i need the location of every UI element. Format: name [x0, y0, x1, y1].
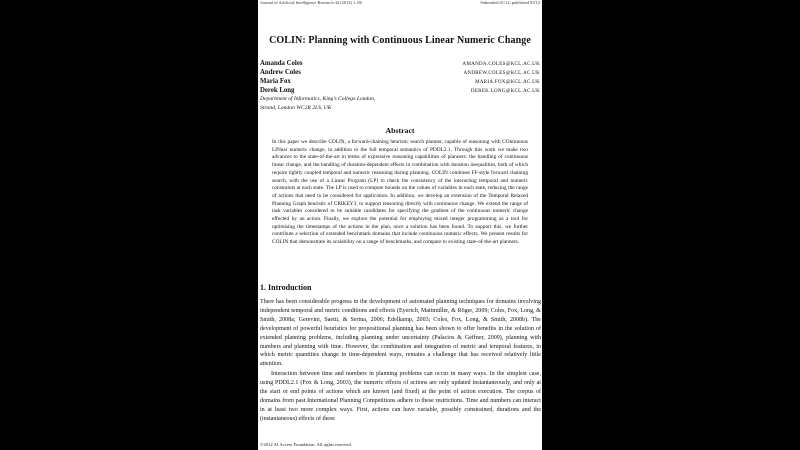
introduction-body	[260, 298, 541, 424]
author-name: Amanda Coles	[260, 60, 303, 67]
paragraph: There has been considerable progress in the development of automated planning techniques for domains involving independent temporal and metric conditions and effects (Eyerich, Mattmüller, & Röger, 2009; Coles, Fox, Long, & Smith, 2008a; Gerevini, Saetti, & Serina, 2006; Edelkamp, 2003; Coles, Fox, Long, & Smith, 2008b). The development of powerful heuristics for propositional planning has been shown to offer benefits in the solution of extended planning problems, including planning under uncertainty (Palacios & Geffner, 2009), planning with numbers and planning with time. However, the combination and integration of metric and temporal features, in which metric quantities change in time-dependent ways, remains a challenge that has received relatively little attention.	[260, 299, 541, 368]
author-email[interactable]: AMANDA.COLES@KCL.AC.UK	[462, 62, 540, 67]
affiliation-line: Department of Informatics, King’s College London,	[260, 96, 376, 102]
paper-title: COLIN: Planning with Continuous Linear Numeric Change	[269, 35, 531, 46]
author-email[interactable]: DEREK.LONG@KCL.AC.UK	[470, 89, 540, 94]
journal-header	[260, 0, 540, 5]
copyright-footer: ©2012 AI Access Foundation. All rights reserved.	[260, 442, 352, 447]
paragraph: Interaction between time and numbers in planning problems can occur in many ways. In the simplest case, using PDDL2.1 (Fox & Long, 2003), the numeric effects of actions are only updated instantaneously, and only at the start or end points of actions which are known (and fixed) at the point of action execution. The corpus of domains from past International Planning Competitions adhere to these restrictions. Time and numbers can interact in at least two more complex ways. First, actions can have variable, possibly constrained, durations and the (instantaneous) effects of these	[260, 371, 541, 422]
section-heading: 1. Introduction	[260, 283, 312, 292]
abstract-heading: Abstract	[385, 126, 415, 135]
journal-citation: Journal of Artificial Intelligence Research 44 (2012) 1–96	[260, 0, 362, 5]
submission-dates: Submitted 01/12; published 05/12	[480, 0, 540, 5]
paper-page	[258, 0, 542, 450]
affiliation-line: Strand, London WC2R 2LS, UK	[260, 105, 332, 111]
author-name: Derek Long	[260, 87, 295, 94]
author-email[interactable]: ANDREW.COLES@KCL.AC.UK	[463, 71, 540, 76]
author-name: Andrew Coles	[260, 69, 301, 76]
author-name: Maria Fox	[260, 78, 291, 85]
author-email[interactable]: MARIA.FOX@KCL.AC.UK	[475, 80, 540, 85]
abstract-text: In this paper we describe COLIN, a forward-chaining heuristic search planner, capable of reasoning with COntinuous LINear numeric change, in addition to the full temporal semantics of PDDL2.1. Through this work we make two advances to the state-of-the-art in terms of expressive reasoning capabilities of planners: the handling of continuous linear change, and the handling of duration-dependent effects in combination with duration inequalities, both of which require tightly coupled temporal and numeric reasoning during planning. COLIN combines FF-style forward chaining search, with the use of a Linear Program (LP) to check the consistency of the interacting temporal and numeric constraints at each state. The LP is used to compute bounds on the values of variables in each state, reducing the range of actions that need to be considered for application. In addition, we develop an extension of the Temporal Relaxed Planning Graph heuristic of CRIKEY3, to support reasoning directly with continuous change. We extend the range of task variables considered to be suitable candidates for specifying the gradient of the continuous numeric change effected by an action. Finally, we explore the potential for employing mixed integer programming as a tool for optimising the timestamps of the actions in the plan, once a solution has been found. To support this, we further contribute a selection of extended benchmark domains that include continuous numeric effects. We present results for COLIN that demonstrate its scalability on a range of benchmarks, and compare to existing state-of-the-art planners.	[272, 139, 528, 246]
